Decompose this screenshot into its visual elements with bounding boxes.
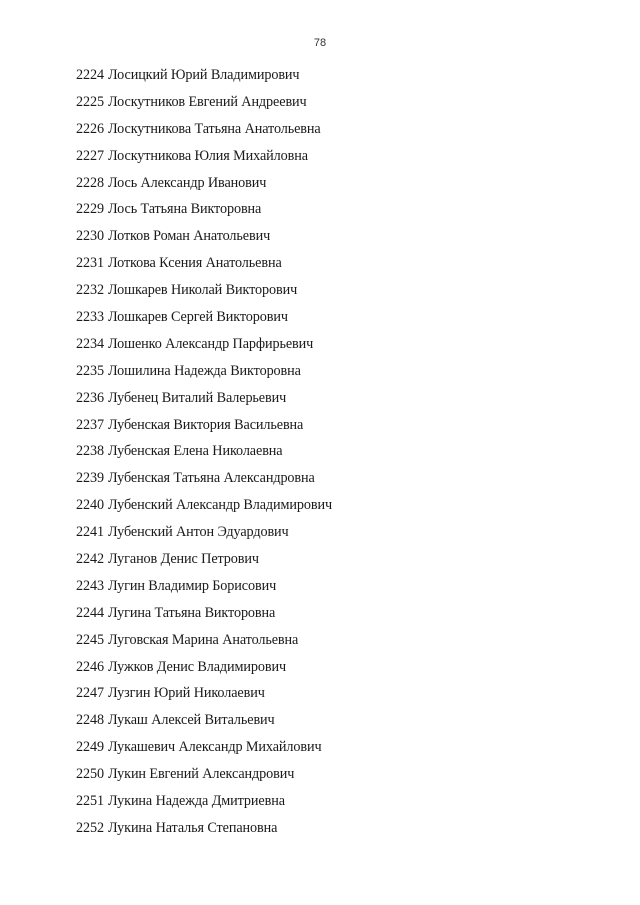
- entry-name: Лошкарев Николай Викторович: [107, 282, 298, 299]
- entry-name: Лукина Наталья Степановна: [107, 819, 278, 836]
- entry-name: Лось Александр Иванович: [107, 174, 267, 191]
- entry-number: 2224: [76, 67, 104, 83]
- entry-number: 2225: [76, 93, 104, 110]
- entry-number: 2240: [76, 497, 104, 514]
- list-item: [76, 495, 332, 522]
- list-item: [76, 764, 332, 791]
- entry-name: Лужков Денис Владимирович: [107, 658, 286, 675]
- entry-number: 2231: [76, 255, 104, 272]
- entry-name: Лоскутникова Татьяна Анатольевна: [107, 120, 321, 137]
- list-item: [76, 818, 332, 845]
- entry-number: 2228: [76, 174, 104, 191]
- entry-name: Лукин Евгений Александрович: [107, 766, 295, 783]
- entry-name: Лугина Татьяна Викторовна: [107, 604, 276, 621]
- entry-name: Лубенская Виктория Васильевна: [107, 416, 304, 433]
- entry-name: Лосицкий Юрий Владимирович: [107, 67, 300, 83]
- entry-name: Лукина Надежда Дмитриевна: [107, 793, 285, 810]
- entry-name: Лукашевич Александр Михайлович: [107, 739, 322, 756]
- entry-name: Лукаш Алексей Витальевич: [107, 712, 275, 729]
- entry-name: Лугин Владимир Борисович: [107, 577, 277, 594]
- entry-number: 2234: [76, 335, 104, 352]
- entry-name: Лошилина Надежда Викторовна: [107, 362, 301, 379]
- list-item: [76, 468, 332, 495]
- list-item: [76, 657, 332, 684]
- entry-name: Лотков Роман Анатольевич: [107, 228, 271, 245]
- list-item: [76, 173, 332, 200]
- list-item: [76, 92, 332, 119]
- entry-name: Луганов Денис Петрович: [107, 551, 259, 568]
- entry-name: Лоскутников Евгений Андреевич: [107, 93, 307, 110]
- entry-name: Лубенская Татьяна Александровна: [107, 470, 315, 487]
- entry-number: 2245: [76, 631, 104, 648]
- entry-name: Лоткова Ксения Анатольевна: [107, 255, 282, 272]
- list-item: [76, 253, 332, 280]
- list-item: [76, 683, 332, 710]
- list-item: [76, 630, 332, 657]
- entry-name: Лубенская Елена Николаевна: [107, 443, 283, 460]
- list-item: [76, 388, 332, 415]
- entry-number: 2243: [76, 577, 104, 594]
- entry-number: 2238: [76, 443, 104, 460]
- entry-number: 2227: [76, 147, 104, 164]
- entry-number: 2239: [76, 470, 104, 487]
- entry-name: Лоскутникова Юлия Михайловна: [107, 147, 308, 164]
- list-item: [76, 65, 332, 92]
- entry-number: 2251: [76, 793, 104, 810]
- entry-name: Лузгин Юрий Николаевич: [107, 685, 265, 702]
- entry-number: 2241: [76, 524, 104, 541]
- list-item: [76, 737, 332, 764]
- list-item: [76, 280, 332, 307]
- list-item: [76, 307, 332, 334]
- entry-number: 2226: [76, 120, 104, 137]
- list-item: [76, 576, 332, 603]
- list-item: [76, 415, 332, 442]
- list-item: [76, 441, 332, 468]
- entry-number: 2248: [76, 712, 104, 729]
- entry-number: 2237: [76, 416, 104, 433]
- name-list: [76, 65, 332, 845]
- entry-name: Луговская Марина Анатольевна: [107, 631, 299, 648]
- entry-name: Лубенский Александр Владимирович: [107, 497, 333, 514]
- entry-number: 2230: [76, 228, 104, 245]
- entry-number: 2249: [76, 739, 104, 756]
- list-item: [76, 199, 332, 226]
- list-item: [76, 361, 332, 388]
- entry-number: 2232: [76, 282, 104, 299]
- entry-number: 2233: [76, 309, 104, 326]
- page-number: 78: [313, 37, 327, 49]
- entry-number: 2235: [76, 362, 104, 379]
- list-item: [76, 146, 332, 173]
- list-item: [76, 119, 332, 146]
- list-item: [76, 522, 332, 549]
- list-item: [76, 791, 332, 818]
- list-item: [76, 334, 332, 361]
- entry-name: Лубенец Виталий Валерьевич: [107, 389, 287, 406]
- list-item: [76, 226, 332, 253]
- entry-number: 2246: [76, 658, 104, 675]
- entry-name: Лошенко Александр Парфирьевич: [107, 335, 314, 352]
- entry-number: 2236: [76, 389, 104, 406]
- list-item: [76, 549, 332, 576]
- entry-name: Лубенский Антон Эдуардович: [107, 524, 289, 541]
- list-item: [76, 603, 332, 630]
- entry-name: Лошкарев Сергей Викторович: [107, 309, 288, 326]
- entry-number: 2229: [76, 201, 104, 218]
- entry-number: 2247: [76, 685, 104, 702]
- entry-number: 2242: [76, 551, 104, 568]
- list-item: [76, 710, 332, 737]
- entry-number: 2250: [76, 766, 104, 783]
- entry-number: 2252: [76, 819, 104, 836]
- entry-name: Лось Татьяна Викторовна: [107, 201, 262, 218]
- entry-number: 2244: [76, 604, 104, 621]
